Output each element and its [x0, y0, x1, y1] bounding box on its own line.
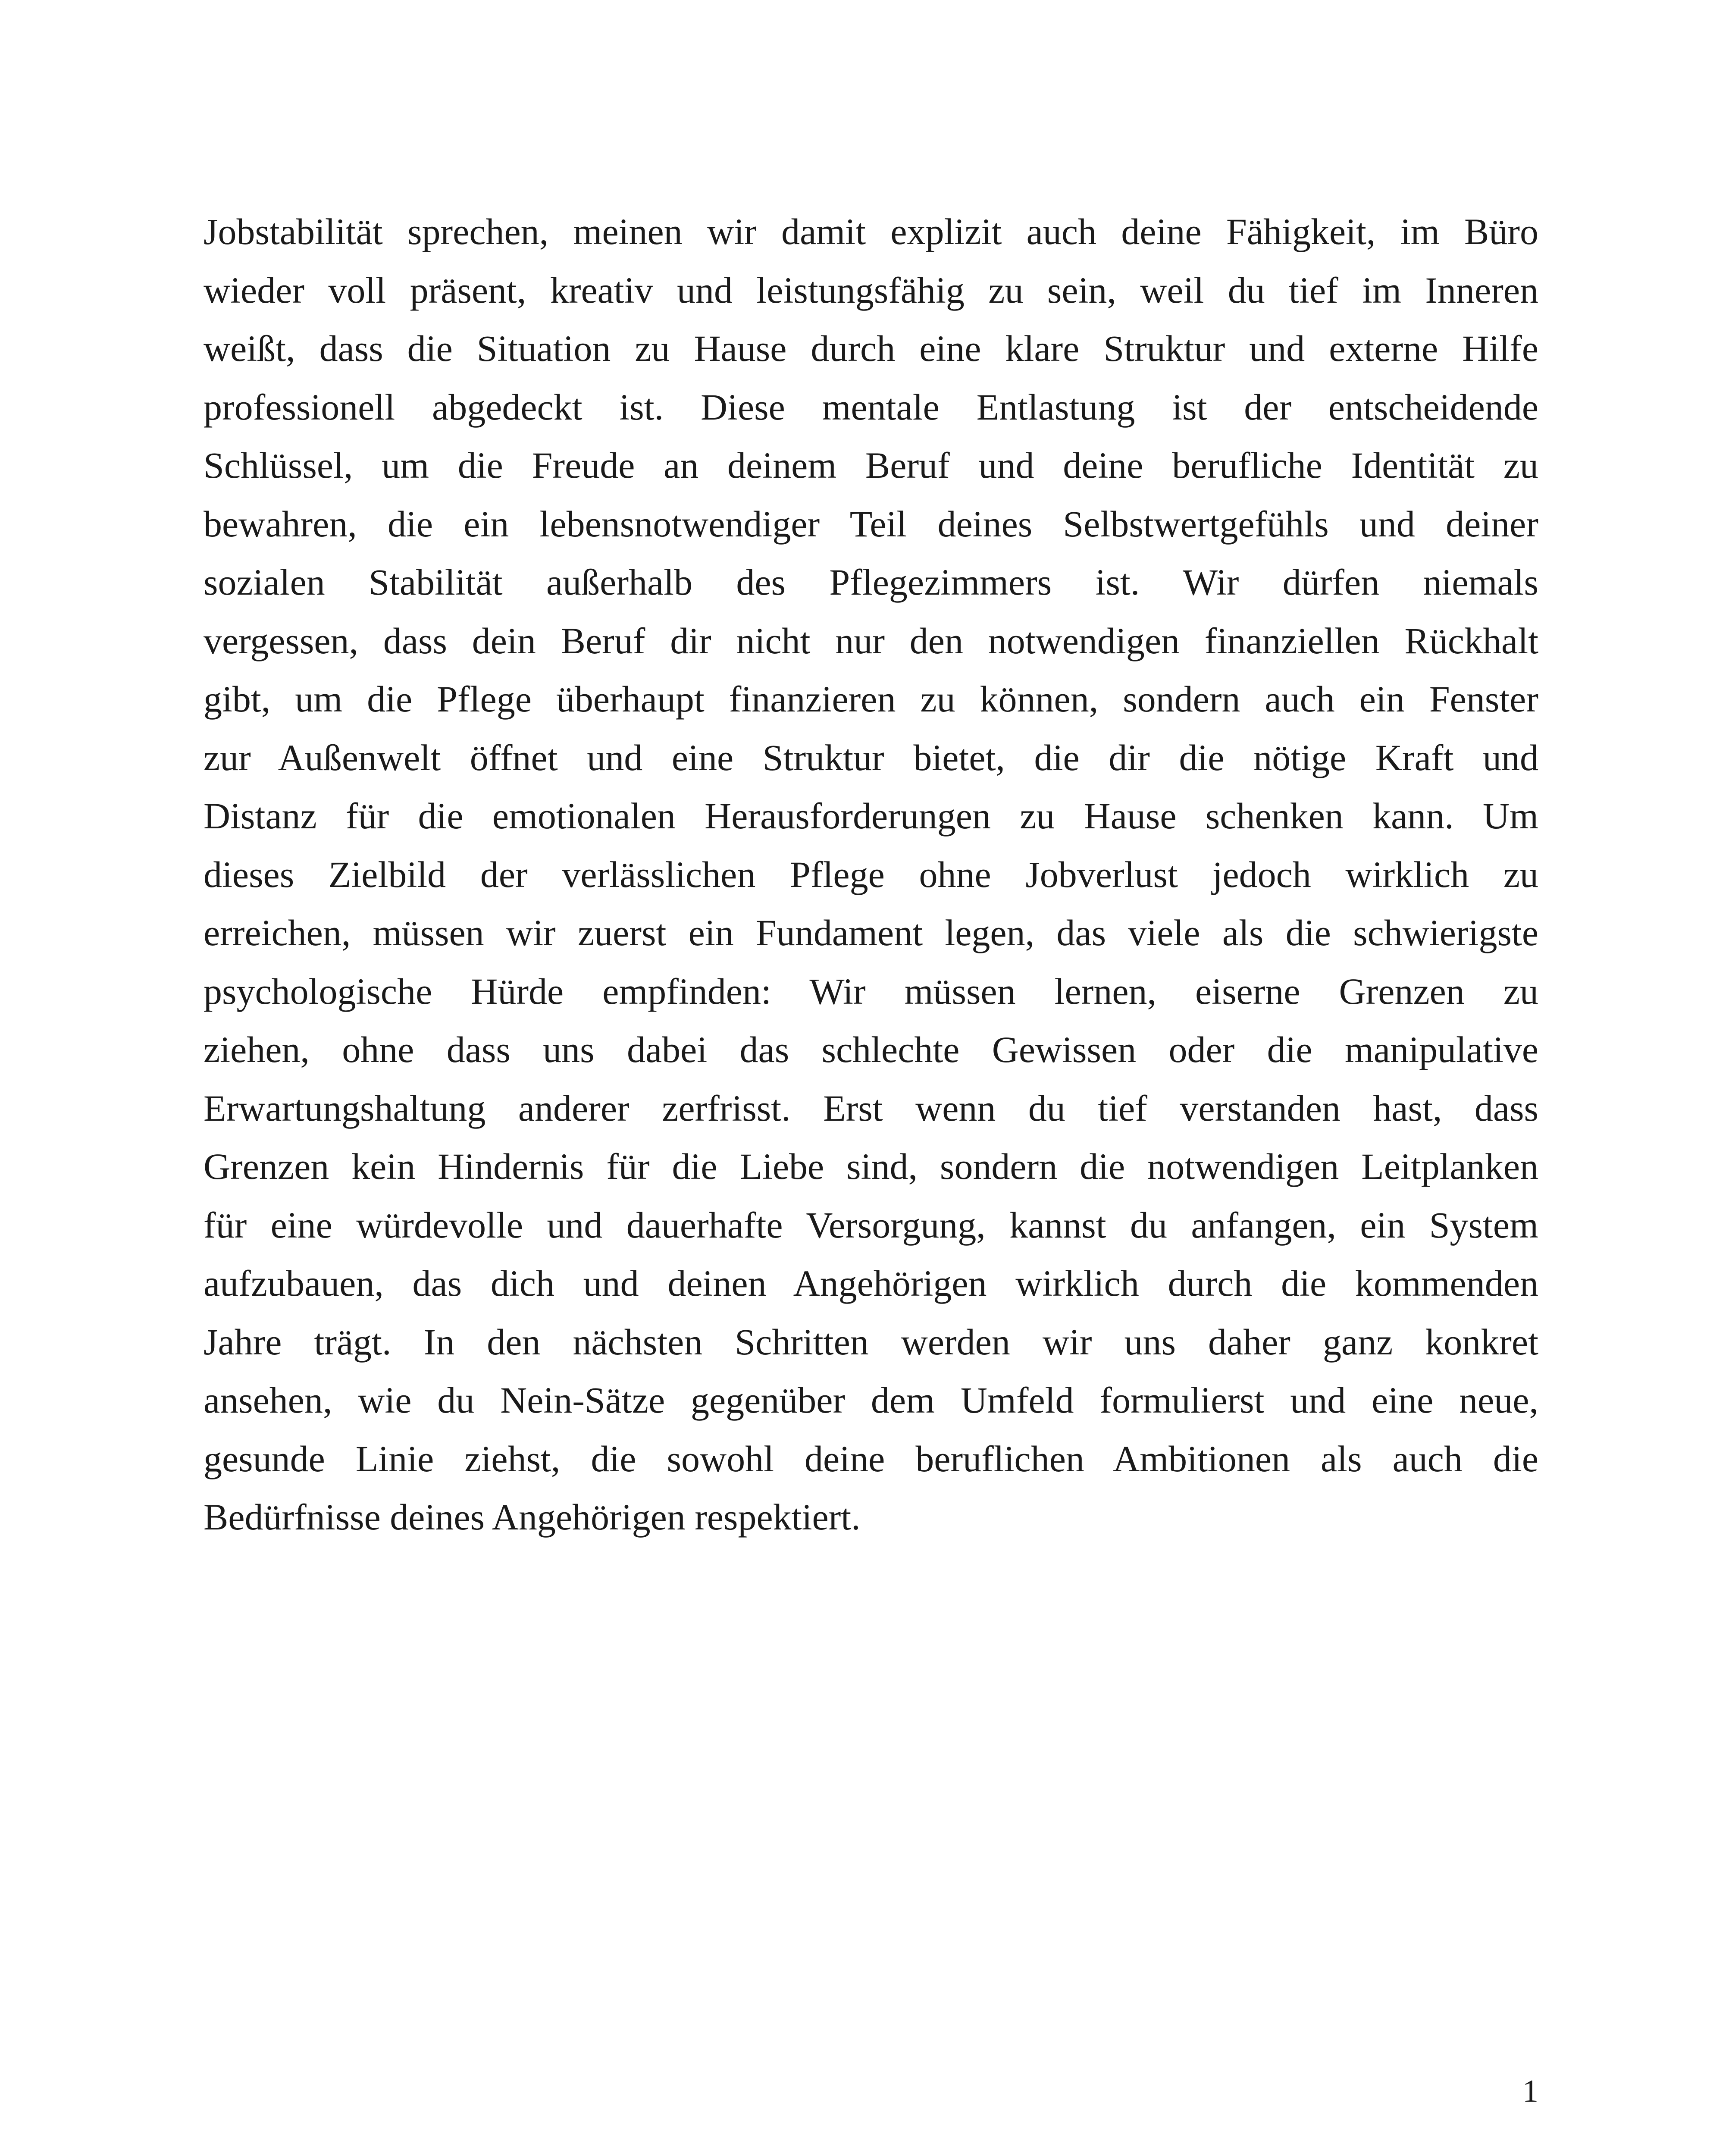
text-line: Grenzen kein Hindernis für die Liebe sind, sondern die notwendigen Leitplanken: [204, 1146, 1538, 1187]
text-line: vergessen, dass dein Beruf dir nicht nur den notwendigen finanziellen Rückhalt: [204, 620, 1538, 661]
text-line: sozialen Stabilität außerhalb des Pflegezimmers ist. Wir dürfen niemals: [204, 561, 1538, 603]
page-number: 1: [1522, 2074, 1538, 2109]
text-line: weißt, dass die Situation zu Hause durch eine klare Struktur und externe Hilfe: [204, 328, 1538, 369]
text-line: aufzubauen, das dich und deinen Angehörigen wirklich durch die kommenden: [204, 1263, 1538, 1304]
text-line: erreichen, müssen wir zuerst ein Fundament legen, das viele als die schwierigste: [204, 912, 1538, 953]
text-line: dieses Zielbild der verlässlichen Pflege ohne Jobverlust jedoch wirklich zu: [204, 853, 1538, 895]
text-line: Schlüssel, um die Freude an deinem Beruf und deine berufliche Identität zu: [204, 445, 1538, 486]
text-line: Distanz für die emotionalen Herausforderungen zu Hause schenken kann. Um: [204, 795, 1538, 837]
text-line: zur Außenwelt öffnet und eine Struktur bietet, die dir die nötige Kraft und: [204, 736, 1538, 778]
text-line: professionell abgedeckt ist. Diese mentale Entlastung ist der entscheidende: [204, 386, 1538, 428]
body-paragraph: [204, 203, 1538, 1547]
text-line: Jobstabilität sprechen, meinen wir damit explizit auch deine Fähigkeit, im Büro: [204, 211, 1538, 252]
text-line: Jahre trägt. In den nächsten Schritten werden wir uns daher ganz konkret: [204, 1321, 1538, 1363]
text-line: ziehen, ohne dass uns dabei das schlechte Gewissen oder die manipulative: [204, 1029, 1538, 1070]
text-line: gesunde Linie ziehst, die sowohl deine beruflichen Ambitionen als auch die: [204, 1438, 1538, 1479]
text-line: gibt, um die Pflege überhaupt finanzieren zu können, sondern auch ein Fenster: [204, 678, 1538, 720]
text-line: bewahren, die ein lebensnotwendiger Teil deines Selbstwertgefühls und deiner: [204, 503, 1538, 545]
text-line: wieder voll präsent, kreativ und leistungsfähig zu sein, weil du tief im Inneren: [204, 269, 1538, 311]
text-line: ansehen, wie du Nein-Sätze gegenüber dem Umfeld formulierst und eine neue,: [204, 1379, 1538, 1421]
text-line-last: Bedürfnisse deines Angehörigen respektiert.: [204, 1496, 861, 1538]
text-line: psychologische Hürde empfinden: Wir müssen lernen, eiserne Grenzen zu: [204, 970, 1538, 1012]
text-line: für eine würdevolle und dauerhafte Versorgung, kannst du anfangen, ein System: [204, 1204, 1538, 1246]
text-line: Erwartungshaltung anderer zerfrisst. Erst wenn du tief verstanden hast, dass: [204, 1087, 1538, 1129]
